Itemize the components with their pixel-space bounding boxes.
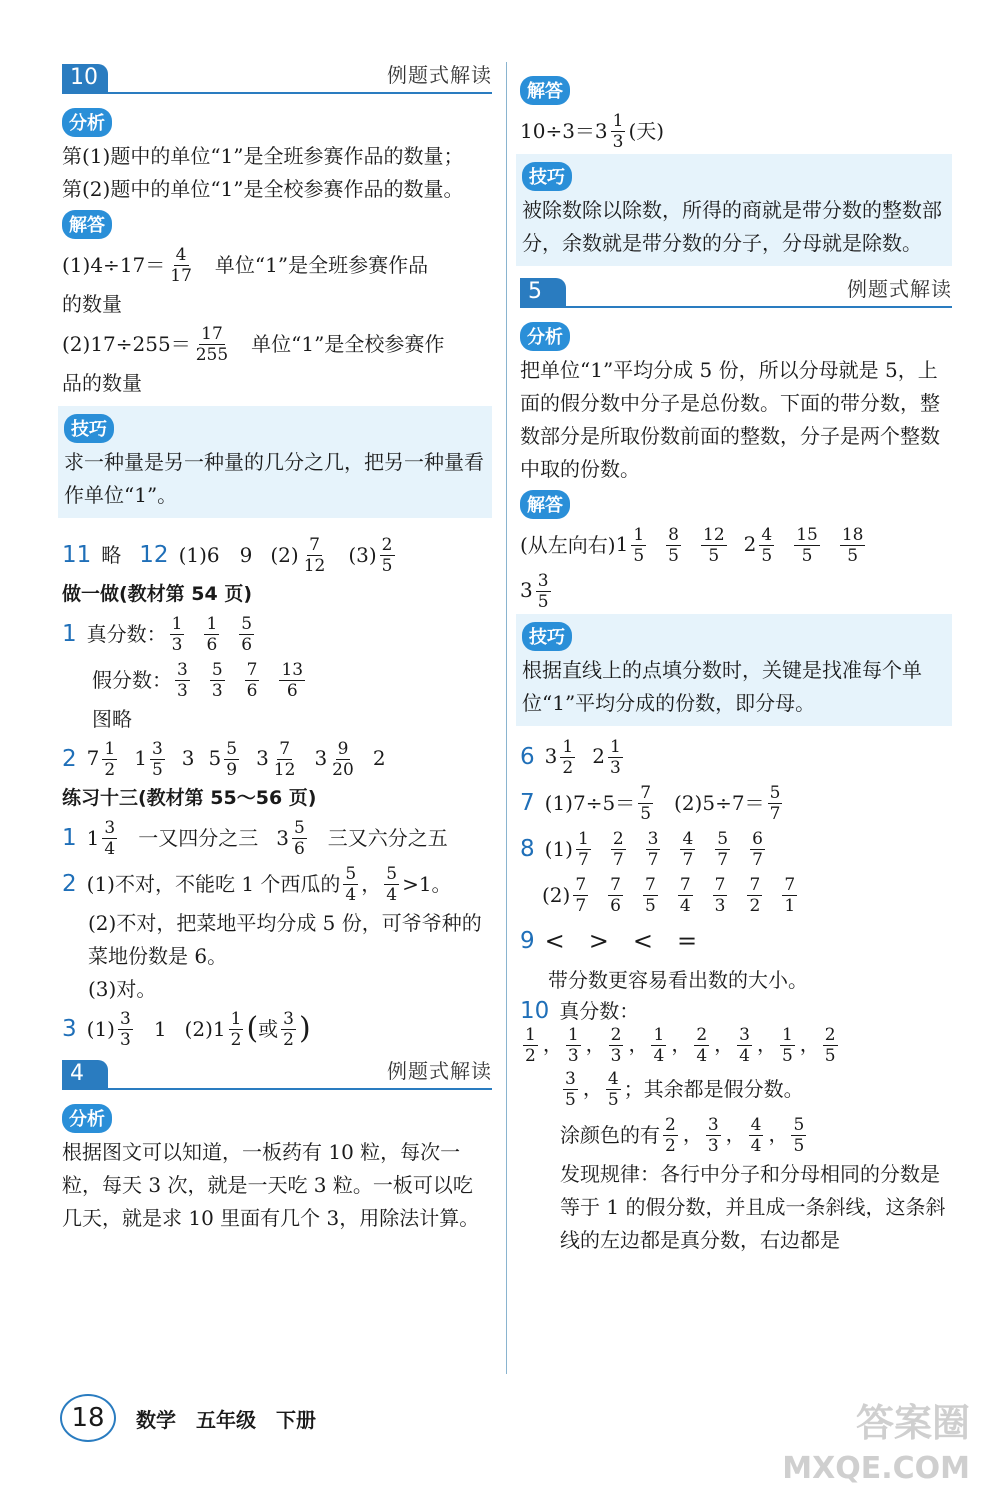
mixed-number	[520, 1025, 541, 1066]
page-footer	[60, 1394, 316, 1442]
fraction: $\frac{1}{5}$	[633, 524, 645, 566]
fraction: $\frac{2}{2}$	[665, 1114, 676, 1156]
mixed-number	[691, 1025, 712, 1066]
question-number: 11	[62, 542, 92, 568]
tip-tag: 技巧	[522, 162, 572, 191]
fraction: $\frac{1}{2}$	[104, 738, 116, 780]
subsection-title: 做一做(教材第 54 页)	[62, 583, 253, 605]
whole: 1	[86, 826, 100, 850]
fraction: 1 3	[612, 110, 624, 152]
section-header-4	[62, 1056, 492, 1090]
fraction: $\frac{4}{4}$	[750, 1114, 762, 1156]
answer-text: (1)6 9	[178, 543, 253, 567]
fraction: 3 4	[104, 817, 116, 859]
mixed-number	[606, 1025, 627, 1066]
question-11-12	[62, 532, 492, 578]
fraction: $\frac{4}{5}$	[607, 1068, 619, 1110]
label: 涂颜色的有	[560, 1123, 660, 1147]
fraction: 2 5	[381, 534, 393, 576]
q10-color: 涂颜色的有 $\frac{2}{2}$ ， $\frac{3}{3}$ ， $\frac{4}{4}$ ， $\frac{5}{5}$	[520, 1112, 952, 1158]
analysis-tag: 分析	[62, 108, 112, 137]
mixed-number	[744, 874, 765, 916]
book-title: 数学 五年级 下册	[136, 1407, 316, 1432]
analysis-line: 第(1)题中的单位“1”是全班参赛作品的数量；	[62, 144, 464, 168]
subsection-title: 练习十三(教材第 55～56 页)	[62, 787, 317, 809]
whole: 2	[743, 531, 757, 556]
fraction: $\frac{3}{4}$	[739, 1025, 750, 1066]
section-title: 例题式解读	[387, 63, 492, 87]
answer-tag: 解答	[520, 76, 570, 105]
question-number: 8	[520, 836, 535, 862]
mixed-number	[182, 746, 195, 770]
whole: 3	[276, 826, 289, 850]
fraction: 5 6	[293, 817, 305, 859]
question-number: 1	[62, 825, 77, 851]
fraction: $\frac{3}{5}$	[151, 738, 163, 780]
fraction: $\frac{1}{3}$	[567, 1025, 579, 1066]
mixed-number	[236, 613, 257, 655]
mixed-number	[520, 570, 554, 612]
mixed-number	[747, 828, 768, 870]
equation: (2)17÷255＝	[62, 332, 191, 356]
analysis-tag: 分析	[62, 1104, 112, 1133]
lx3-row: 3 (1) 3 3 1 (2)1 1 2 ( 或 3 2 )	[62, 1008, 311, 1050]
answer-text: 略	[101, 543, 122, 567]
mixed-number	[314, 738, 358, 780]
fraction: $\frac{2}{4}$	[696, 1025, 708, 1066]
mixed-number	[746, 1114, 767, 1156]
fraction: $\frac{5}{6}$	[241, 613, 253, 655]
reading: 三又六分之五	[327, 826, 448, 850]
mixed-number	[207, 659, 228, 701]
lx2-part2: (2)不对，把菜地平均分成 5 份，可爷爷种的菜地份数是 6。	[88, 911, 482, 968]
label: 真分数：	[86, 622, 167, 646]
tip-tag: 技巧	[522, 622, 572, 651]
zy2-row	[62, 736, 492, 782]
whole: 3	[544, 743, 558, 768]
fraction: $\frac{1}{5}$	[781, 1025, 793, 1066]
mixed-number	[242, 659, 263, 701]
whole: 5	[208, 745, 222, 770]
mixed-number	[608, 828, 629, 870]
q8-row1	[520, 826, 952, 872]
fraction: $\frac{2}{5}$	[824, 1025, 836, 1066]
fraction: $\frac{1}{4}$	[653, 1025, 665, 1066]
part-label: (2)1	[184, 1017, 226, 1041]
answer-text: ；其余都是假分数。	[623, 1077, 804, 1101]
label: 真分数：	[559, 999, 640, 1023]
equation: (2)5÷7＝	[674, 791, 765, 815]
fraction: $\frac{1}{3}$	[171, 613, 183, 655]
section-number: 4	[62, 1060, 108, 1088]
fraction: 7 5	[640, 782, 652, 824]
whole: 7	[86, 745, 100, 770]
answer-note: 单位“1”是全校参赛作	[251, 332, 445, 356]
fraction: 3 3	[119, 1008, 131, 1050]
answer-cont: 品的数量	[62, 371, 142, 395]
mixed-number	[573, 828, 594, 870]
fraction: $\frac{6}{7}$	[752, 828, 763, 870]
question-number: 10	[520, 998, 550, 1024]
question-number: 12	[139, 542, 169, 568]
mixed-number	[743, 524, 778, 566]
mixed-number	[820, 1025, 841, 1066]
mixed-number	[710, 874, 731, 916]
mixed-number	[201, 613, 222, 655]
answer-line	[62, 321, 492, 367]
fraction: $\frac{1}{2}$	[562, 736, 574, 778]
tip-box	[58, 406, 492, 518]
zy1-improper	[62, 657, 492, 703]
part-label: (2)	[270, 543, 299, 567]
tip-text: 根据直线上的点填分数时，关键是找准每个单位“1”平均分成的份数，即分母。	[522, 658, 922, 715]
fraction: $\frac{12}{5}$	[703, 524, 725, 566]
mixed-number	[592, 736, 626, 778]
section-number: 10	[62, 64, 108, 92]
fraction: $\frac{2}{7}$	[612, 828, 624, 870]
label: 假分数：	[92, 668, 172, 692]
fraction: $\frac{7}{6}$	[246, 659, 258, 701]
page-number: 18	[60, 1394, 116, 1442]
mixed-number	[677, 828, 698, 870]
question-number: 6	[520, 744, 535, 770]
fraction: $\frac{3}{5}$	[537, 570, 549, 612]
fraction: $\frac{5}{5}$	[793, 1114, 805, 1156]
fraction: $\frac{13}{6}$	[281, 659, 304, 701]
q9-row	[520, 918, 952, 964]
fraction: $\frac{7}{3}$	[714, 874, 726, 916]
fraction: $\frac{1}{6}$	[206, 613, 218, 655]
whole: 3	[314, 745, 328, 770]
fraction: $\frac{4}{7}$	[682, 828, 694, 870]
mixed-number	[167, 613, 188, 655]
fraction: 17 255	[195, 323, 229, 365]
fraction: $\frac{8}{5}$	[668, 524, 679, 566]
mixed-number	[791, 524, 823, 566]
lx2-part3: (3)对。	[88, 977, 157, 1001]
fraction: 7 12	[303, 534, 326, 576]
q10-row: 10 真分数： $\frac{1}{2}$ ， $\frac{1}{3}$ ， $\frac{2}{3}$ ， $\frac{1}{4}$ ， $\frac{2}{4}$ ， $\frac{3}{4}$ ， $\frac{1}{5}$ ， $\frac{2}{5}$	[520, 997, 952, 1066]
question-number: 2	[62, 871, 77, 897]
fraction: $\frac{7}{6}$	[610, 874, 621, 916]
fraction: $\frac{15}{5}$	[796, 524, 818, 566]
tip-box	[516, 154, 952, 266]
analysis-text: 根据图文可以知道，一板药有 10 粒，每次一粒，每天 3 次，就是一天吃 3 粒。一板可以吃几天，就是求 10 里面有几个 3，用除法计算。	[62, 1140, 480, 1230]
mixed-number	[134, 738, 168, 780]
fraction: $\frac{7}{4}$	[679, 874, 691, 916]
whole: 1	[615, 531, 629, 556]
mixed-number	[777, 1025, 798, 1066]
fraction: $\frac{7}{2}$	[749, 874, 761, 916]
mixed-number	[172, 659, 193, 701]
reading: 一又四分之三	[138, 826, 259, 850]
question-number: 3	[62, 1016, 77, 1042]
analysis-tag: 分析	[520, 322, 570, 351]
mixed-number	[544, 736, 579, 778]
watermark-line: 答案圈	[855, 1401, 970, 1445]
fraction: $\frac{7}{7}$	[575, 874, 587, 916]
unit: (天)	[628, 119, 665, 143]
whole: 2	[592, 743, 605, 768]
equation: 10÷3＝3	[520, 119, 608, 143]
analysis-text: 把单位“1”平均分成 5 份，所以分母就是 5，上面的假分数中分子是总份数。下面的带分数，整数部分是所取份数前面的整数，分子是两个整数中取的份数。	[520, 358, 940, 481]
q10-row2: $\frac{3}{5}$ ， $\frac{4}{5}$ ；其余都是假分数。	[520, 1066, 952, 1112]
fraction: $\frac{7}{12}$	[273, 738, 296, 780]
fraction: $\frac{3}{5}$	[565, 1068, 576, 1110]
mixed-number	[563, 1025, 584, 1066]
answer-tag: 解答	[520, 490, 570, 519]
fraction: $\frac{5}{9}$	[226, 738, 238, 780]
mixed-number	[788, 1114, 809, 1156]
question-number: 1	[62, 621, 77, 647]
mixed-number	[698, 524, 730, 566]
fraction: $\frac{5}{7}$	[717, 828, 729, 870]
mixed-number	[373, 746, 386, 770]
question-number: 9	[520, 928, 535, 954]
right-column	[520, 72, 952, 1257]
question-number: 7	[520, 790, 535, 816]
equation: (1)7÷5＝	[544, 791, 636, 815]
mixed-number	[276, 659, 308, 701]
fraction: $\frac{4}{5}$	[761, 524, 773, 566]
punct: ，	[361, 872, 382, 896]
mixed-number	[712, 828, 733, 870]
fraction: 4 17	[170, 244, 192, 286]
fraction: $\frac{3}{7}$	[647, 828, 659, 870]
watermark	[782, 1400, 970, 1492]
fraction: 5 4	[386, 863, 398, 905]
s5-answer	[520, 522, 952, 568]
mixed-number	[660, 1114, 681, 1156]
answer-text: 1	[153, 1017, 167, 1041]
mixed-number	[779, 874, 800, 916]
label: (从左向右)	[520, 533, 616, 557]
part-label: (1)	[544, 837, 573, 861]
mixed-number	[663, 524, 684, 566]
answer-cont: 的数量	[62, 292, 122, 316]
part-label: (3)	[348, 543, 377, 567]
whole: 2	[372, 745, 386, 770]
q6-row	[520, 734, 952, 780]
fraction: $\frac{3}{3}$	[177, 659, 188, 701]
lx2-row	[62, 861, 492, 907]
fraction: 3 2	[283, 1008, 294, 1050]
section-title: 例题式解读	[387, 1059, 492, 1083]
whole: 3	[520, 577, 533, 602]
s5-answer-2	[520, 568, 952, 614]
mixed-number	[615, 524, 650, 566]
mixed-number	[640, 874, 661, 916]
mixed-number	[603, 1068, 624, 1110]
fraction: 5 4	[345, 863, 357, 905]
fraction: $\frac{5}{3}$	[211, 659, 223, 701]
section-header-10	[62, 60, 492, 94]
fraction: 5 7	[769, 782, 781, 824]
mixed-number	[86, 738, 121, 780]
fraction: $\frac{7}{1}$	[784, 874, 796, 916]
q9-text: 带分数更容易看出数的大小。	[548, 968, 808, 992]
mixed-number	[703, 1114, 724, 1156]
watermark-line: MXQE.COM	[782, 1451, 970, 1486]
section-header-5	[520, 274, 952, 308]
tip-tag: 技巧	[64, 414, 114, 443]
tip-text: 被除数除以除数，所得的商就是带分数的整数部分，余数就是带分数的分子，分母就是除数。	[522, 198, 942, 255]
fraction: $\frac{1}{7}$	[577, 828, 589, 870]
mixed-number	[605, 874, 626, 916]
figure-note: 图略	[92, 707, 132, 731]
question-number: 2	[62, 746, 77, 772]
section-number: 5	[520, 278, 566, 306]
mixed-number	[208, 738, 243, 780]
s4-answer	[520, 108, 952, 154]
fraction: $\frac{1}{2}$	[525, 1025, 536, 1066]
tip-box	[516, 614, 952, 726]
fraction: $\frac{1}{3}$	[609, 736, 621, 778]
left-column	[62, 60, 492, 1235]
mixed-number	[837, 524, 869, 566]
zy1-proper	[62, 611, 492, 657]
lx1-row	[62, 815, 492, 861]
mixed-number	[570, 874, 591, 916]
mixed-number	[734, 1025, 755, 1066]
answer-text: (1)不对，不能吃 1 个西瓜的	[86, 872, 341, 896]
whole: 3	[181, 745, 195, 770]
answer-note: 单位“1”是全班参赛作品	[214, 253, 429, 277]
column-divider	[506, 62, 507, 1374]
fraction: $\frac{3}{3}$	[707, 1114, 719, 1156]
mixed-number	[643, 828, 664, 870]
part-label: (2)	[542, 883, 571, 907]
q7-row	[520, 780, 952, 826]
answer-tag: 解答	[62, 210, 112, 239]
mixed-number	[256, 738, 300, 780]
whole: 1	[134, 745, 147, 770]
part-label: (1)	[86, 1017, 115, 1041]
answer-line	[62, 242, 492, 288]
comparison-symbols: < > < =	[544, 927, 698, 955]
fraction: $\frac{18}{5}$	[841, 524, 864, 566]
mixed-number	[675, 874, 696, 916]
q8-row2	[520, 872, 952, 918]
section-title: 例题式解读	[847, 277, 952, 301]
analysis-line: 第(2)题中的单位“1”是全校参赛作品的数量。	[62, 177, 464, 201]
fraction: $\frac{7}{5}$	[645, 874, 656, 916]
answer-text: >1。	[402, 872, 452, 896]
mixed-number	[560, 1068, 581, 1110]
whole: 3	[256, 745, 269, 770]
mixed-number	[648, 1025, 669, 1066]
equation: (1)4÷17＝	[62, 253, 166, 277]
q10-rule: 发现规律：各行中分子和分母相同的分数是等于 1 的假分数，并且成一条斜线，这条斜线的左边都是真分数，右边都是	[560, 1162, 946, 1252]
fraction: $\frac{9}{20}$	[332, 738, 354, 780]
fraction: $\frac{2}{3}$	[610, 1025, 622, 1066]
or-text: 或	[258, 1017, 279, 1041]
fraction: 1 2	[230, 1008, 242, 1050]
tip-text: 求一种量是另一种量的几分之几，把另一种量看作单位“1”。	[64, 450, 484, 507]
